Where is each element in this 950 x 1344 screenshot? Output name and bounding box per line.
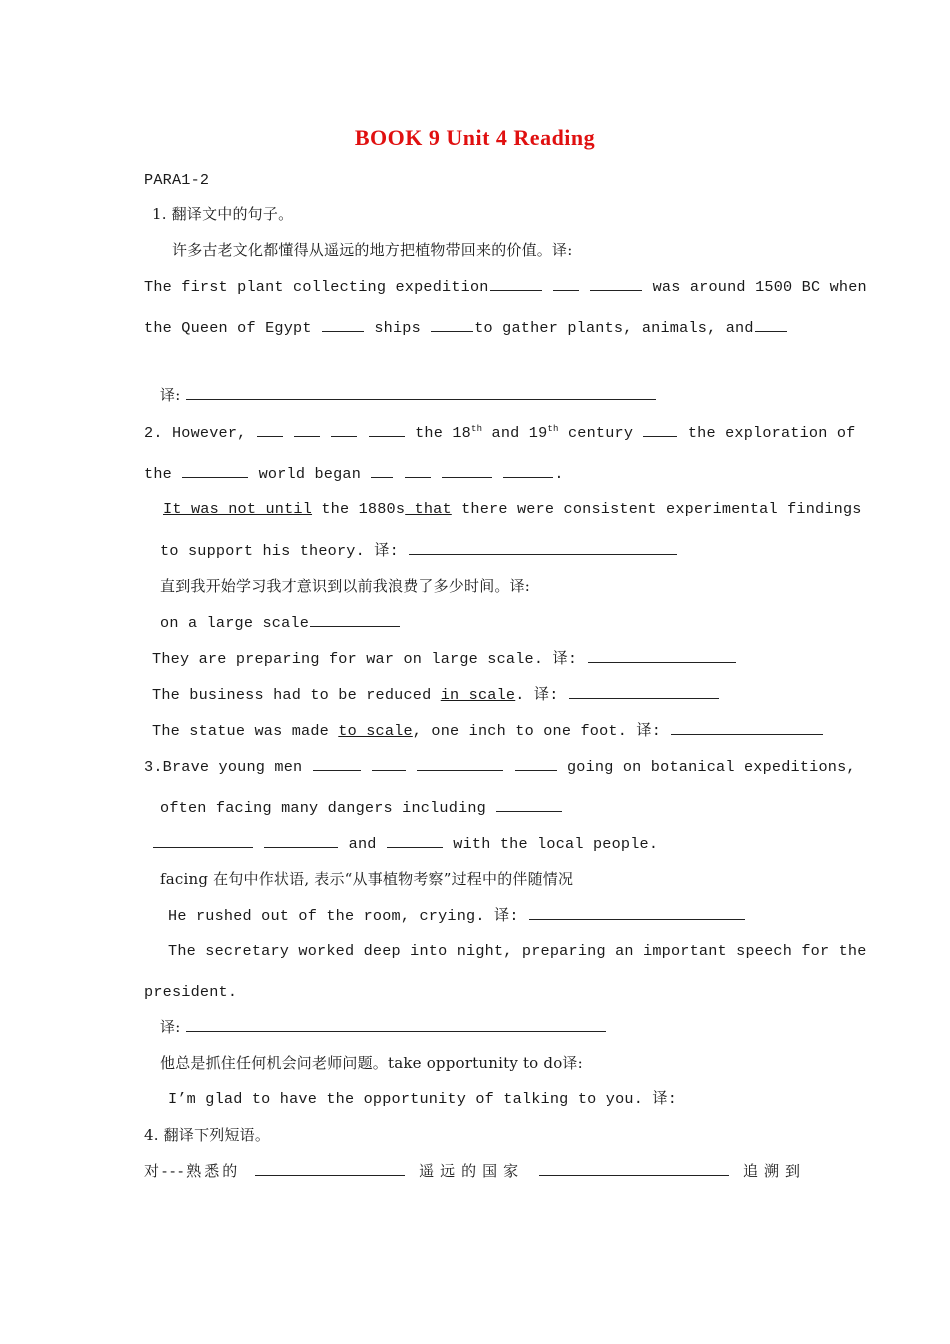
answer-blank[interactable] (671, 720, 823, 735)
answer-blank[interactable] (442, 463, 492, 478)
translate-label: 译: (160, 386, 181, 404)
q3-note: facing 在句中作状语, 表示“从事植物考察”过程中的伴随情况 (160, 870, 574, 888)
q3-line3 (152, 833, 658, 854)
answer-blank[interactable] (503, 463, 553, 478)
q2-s1-line (152, 648, 737, 669)
answer-blank[interactable] (490, 276, 542, 291)
q3-line2-text: often facing many dangers including (160, 799, 486, 817)
answer-blank[interactable] (755, 317, 787, 332)
answer-blank[interactable] (588, 648, 736, 663)
answer-blank[interactable] (553, 276, 579, 291)
answer-blank[interactable] (371, 463, 393, 478)
q4-phrase-3: 追溯到 (742, 1162, 806, 1180)
q2-phrase: on a large scale (160, 614, 310, 632)
q2-line2-b: world began (258, 465, 362, 483)
q2-example-line2 (160, 540, 678, 561)
q3-line1-b: going on botanical expeditions, (566, 758, 856, 776)
answer-blank[interactable] (294, 422, 320, 437)
q2-cn-sentence: 直到我开始学习我才意识到以前我浪费了多少时间。译: (160, 577, 531, 595)
answer-blank[interactable] (431, 317, 473, 332)
underlined-phrase: that (405, 500, 452, 518)
q3-line1 (144, 756, 856, 777)
answer-blank[interactable] (590, 276, 642, 291)
answer-blank[interactable] (186, 385, 656, 400)
q3-ex2-cont: president. (144, 983, 238, 1001)
answer-blank[interactable] (186, 1017, 606, 1032)
q4-phrase-1: 对---熟悉的 (144, 1162, 241, 1180)
q3-line3-a: and (348, 835, 377, 853)
answer-blank[interactable] (387, 833, 443, 848)
q2-s3-b: , one inch to one foot. 译: (412, 722, 662, 740)
answer-blank[interactable] (515, 756, 557, 771)
q2-line1 (144, 422, 855, 443)
answer-blank[interactable] (310, 612, 400, 627)
q2-line1-d: century (567, 424, 634, 442)
q4-phrase-2: 遥远的国家 (419, 1162, 525, 1180)
q2-line1-c: and 19 (491, 424, 548, 442)
q3-line3-b: with the local people. (453, 835, 659, 853)
answer-blank[interactable] (409, 540, 677, 555)
q2-line2-a: the (144, 465, 172, 483)
answer-blank[interactable] (417, 756, 503, 771)
q2-line1-a: 2. However, (144, 424, 247, 442)
q1-en-line2-c: to gather plants, animals, and (474, 319, 754, 337)
q1-en-line2-a: the Queen of Egypt (144, 319, 312, 337)
q1-translate-line (160, 385, 657, 405)
answer-blank[interactable] (569, 684, 719, 699)
answer-blank[interactable] (539, 1161, 729, 1176)
answer-blank[interactable] (369, 422, 405, 437)
q2-example-rest: there were consistent experimental findings (461, 500, 862, 518)
q1-en-line1 (144, 276, 867, 297)
q2-s3-line (152, 720, 824, 741)
answer-blank[interactable] (405, 463, 431, 478)
underlined-phrase: to scale (338, 722, 413, 740)
q3-ex2: The secretary worked deep into night, preparing an important speech for the (168, 942, 867, 960)
answer-blank[interactable] (257, 422, 283, 437)
q1-en-line1-a: The first plant collecting expedition (144, 278, 489, 296)
q3-ex1-line (168, 905, 746, 926)
answer-blank[interactable] (643, 422, 677, 437)
q2-s1: They are preparing for war on large scale. 译: (152, 650, 578, 668)
q2-line1-e: the exploration of (687, 424, 856, 442)
q2-phrase-line (160, 612, 401, 633)
q1-en-line1-b: was around 1500 BC when (652, 278, 867, 296)
q2-s3-a: The statue was made (152, 722, 339, 740)
answer-blank[interactable] (322, 317, 364, 332)
q1-cn-sentence: 许多古老文化都懂得从遥远的地方把植物带回来的价值。译: (172, 241, 573, 259)
q2-s2-b: . 译: (515, 686, 559, 704)
q4-heading: 4. 翻译下列短语。 (144, 1126, 271, 1144)
q2-s2-a: The business had to be reduced (152, 686, 441, 704)
q3-line1-a: 3.Brave young men (144, 758, 303, 776)
underlined-phrase: It was not until (163, 500, 313, 518)
q3-translate-line (160, 1017, 607, 1037)
para-label: PARA1-2 (144, 171, 210, 189)
answer-blank[interactable] (153, 833, 253, 848)
document-title: BOOK 9 Unit 4 Reading (354, 125, 596, 150)
answer-blank[interactable] (313, 756, 361, 771)
q2-line1-b: the 18 (415, 424, 471, 442)
translate-label: 译: (160, 1018, 181, 1036)
superscript: th (547, 423, 559, 434)
q2-s2-line (152, 684, 720, 705)
q2-line2 (144, 463, 564, 484)
underlined-phrase: in scale (440, 686, 516, 704)
q1-heading: 1. 翻译文中的句子。 (152, 205, 294, 223)
answer-blank[interactable] (255, 1161, 405, 1176)
q2-line2-end: . (554, 465, 564, 483)
q2-example-line2-text: to support his theory. 译: (160, 542, 399, 560)
answer-blank[interactable] (182, 463, 248, 478)
answer-blank[interactable] (496, 797, 562, 812)
answer-blank[interactable] (372, 756, 406, 771)
q1-en-line2 (144, 317, 788, 338)
answer-blank[interactable] (529, 905, 745, 920)
q3-ex1: He rushed out of the room, crying. 译: (168, 907, 519, 925)
q1-en-line2-b: ships (374, 319, 421, 337)
answer-blank[interactable] (264, 833, 338, 848)
q2-example-mid: the 1880s (321, 500, 406, 518)
q2-example-sentence (163, 499, 862, 519)
q4-phrases (144, 1161, 806, 1181)
q3-ex3: I’m glad to have the opportunity of talking to you. 译: (168, 1090, 678, 1108)
q3-cn-sentence: 他总是抓住任何机会问老师问题。take opportunity to do译: (160, 1054, 583, 1072)
superscript: th (471, 423, 483, 434)
answer-blank[interactable] (331, 422, 357, 437)
q3-line2 (160, 797, 563, 818)
